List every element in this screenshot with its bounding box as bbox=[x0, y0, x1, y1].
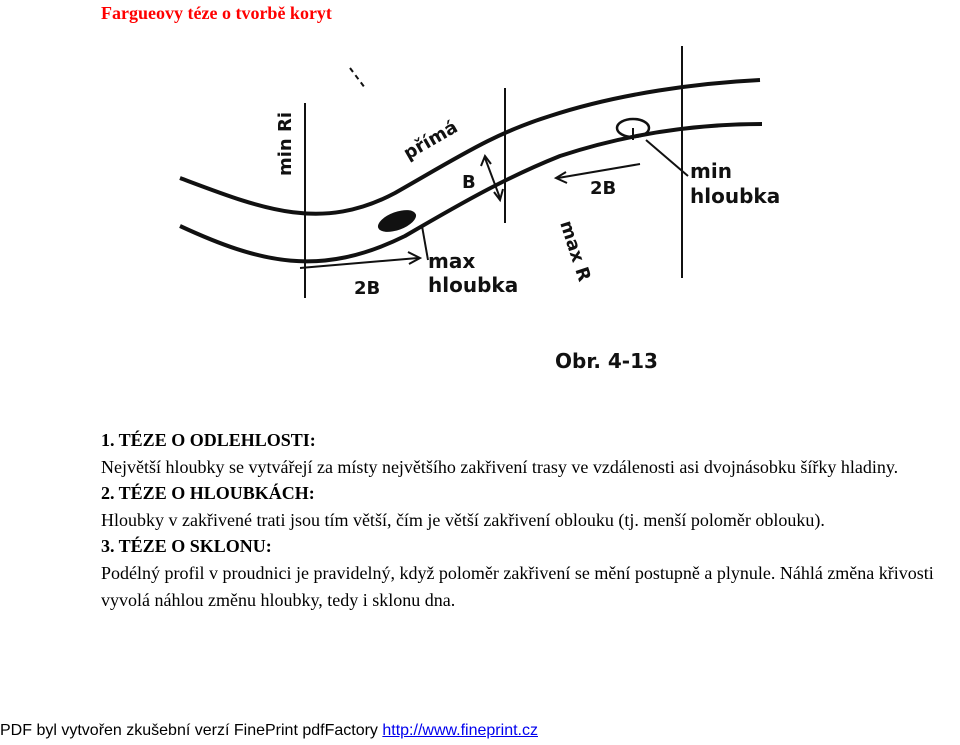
section-3-text: Podélný profil v proudnici je pravidelný, když poloměr zakřivení se mění postupně a plynule. Náhlá změna křivosti vyvolá náhlou změnu hloubky, tedy i sklonu dna. bbox=[101, 562, 934, 610]
label-hloubka-top: hloubka bbox=[690, 184, 781, 208]
label-max-r: max R bbox=[555, 218, 595, 285]
outer-bank-line bbox=[180, 80, 760, 214]
label-prima: přímá bbox=[400, 116, 462, 165]
footer-link[interactable]: http://www.fineprint.cz bbox=[382, 722, 538, 739]
section-2-text: Hloubky v zakřivené trati jsou tím větší, čím je větší zakřivení oblouku (tj. menší poloměr oblouku). bbox=[101, 509, 825, 530]
b-dimension-arrow bbox=[485, 158, 500, 198]
section-1-heading: 1. TÉZE O ODLEHLOSTI: bbox=[101, 430, 316, 450]
footer-text: PDF byl vytvořen zkušební verzí FinePrint pdfFactory bbox=[0, 722, 383, 739]
section-1-text: Největší hloubky se vytvářejí za místy největšího zakřivení trasy ve vzdálenosti asi dvojnásobku šířky hladiny. bbox=[101, 456, 899, 477]
section-2-heading: 2. TÉZE O HLOUBKÁCH: bbox=[101, 483, 315, 504]
page-title: Fargueovy téze o tvorbě koryt bbox=[101, 3, 332, 23]
label-b: B bbox=[462, 172, 476, 193]
label-2b-top: 2B bbox=[590, 178, 617, 199]
label-min: min bbox=[690, 159, 732, 183]
pdf-footer bbox=[0, 722, 538, 740]
document-body bbox=[101, 427, 951, 613]
two-b-top-arrow bbox=[558, 164, 640, 178]
river-channel-figure bbox=[150, 28, 870, 388]
label-min-ri: min Ri bbox=[275, 111, 296, 176]
label-max: max bbox=[428, 249, 476, 273]
label-2b-bottom: 2B bbox=[354, 278, 381, 299]
section-3-heading: 3. TÉZE O SKLONU: bbox=[101, 536, 272, 557]
label-hloubka-bottom: hloubka bbox=[428, 273, 519, 297]
figure-caption: Obr. 4-13 bbox=[555, 349, 658, 373]
top-dashed-line bbox=[350, 68, 365, 88]
